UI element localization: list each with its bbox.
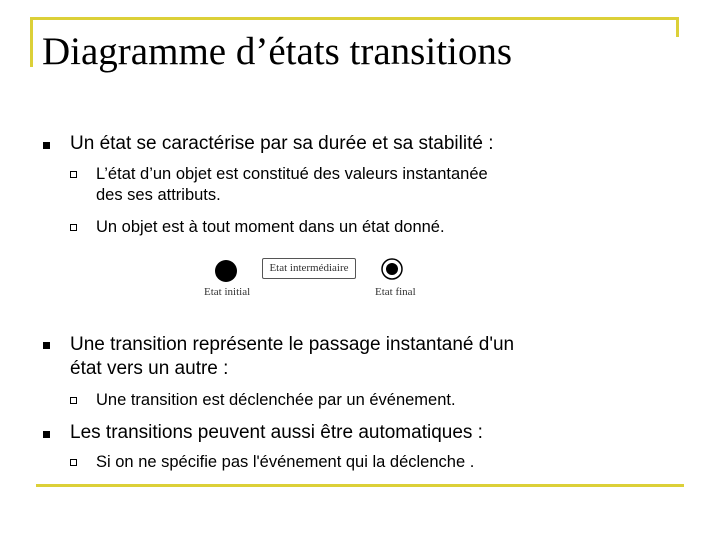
- bullet-text: Un état se caractérise par sa durée et sa stabilité :: [70, 133, 494, 154]
- final-state-label: Etat final: [375, 286, 416, 298]
- sub-bullet-text: Si on ne spécifie pas l'événement qui la déclenche .: [96, 453, 475, 471]
- sub-bullet-box-icon: [70, 397, 77, 404]
- sub-bullet-text-continued: des ses attributs.: [96, 186, 221, 204]
- sub-bullet-text: Un objet est à tout moment dans un état donné.: [96, 218, 445, 236]
- frame-right-line: [676, 17, 679, 37]
- sub-bullet-box-icon: [70, 171, 77, 178]
- sub-bullet-box-icon: [70, 224, 77, 231]
- intermediate-state-box: Etat intermédiaire: [262, 258, 356, 279]
- bullet-square-icon: [43, 342, 50, 349]
- bullet-text: Une transition représente le passage instantané d'un: [70, 334, 515, 355]
- bullet-text: Les transitions peuvent aussi être automatiques :: [70, 422, 483, 443]
- bullet-text-continued: état vers un autre :: [70, 358, 229, 379]
- initial-state-icon: [215, 260, 237, 282]
- frame-bottom-line: [36, 484, 684, 487]
- sub-bullet-box-icon: [70, 459, 77, 466]
- frame-left-line: [30, 17, 33, 67]
- initial-state-label: Etat initial: [204, 286, 251, 298]
- sub-bullet-text: L’état d’un objet est constitué des valeurs instantanée: [96, 165, 488, 183]
- bullet-square-icon: [43, 431, 50, 438]
- frame-top-line: [30, 17, 679, 20]
- sub-bullet-text: Une transition est déclenchée par un événement.: [96, 391, 456, 409]
- slide-title: Diagramme d’états transitions: [42, 30, 513, 73]
- bullet-square-icon: [43, 142, 50, 149]
- final-state-icon: [386, 263, 398, 275]
